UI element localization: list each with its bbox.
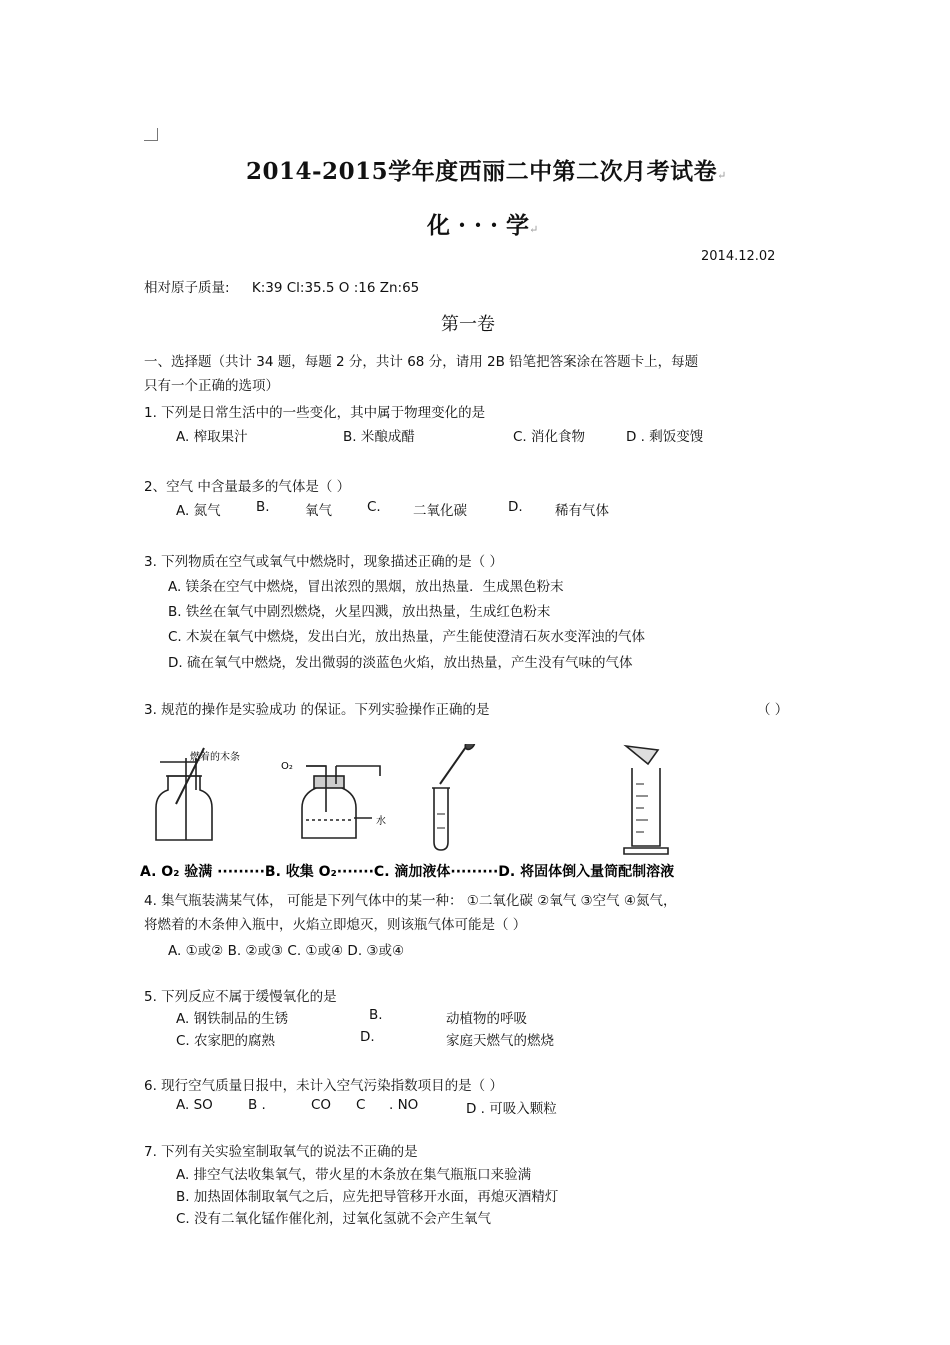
q3-option-a: A. 镁条在空气中燃烧，冒出浓烈的黑烟，放出热量．生成黑色粉末 — [168, 579, 564, 595]
fig-label-o2: O₂ — [281, 761, 293, 772]
q1-option-b: B. 米酿成醋 — [343, 429, 415, 445]
q3-option-d: D. 硫在氧气中燃烧，发出微弱的淡蓝色火焰，放出热量，产生没有气味的气体 — [168, 655, 633, 671]
lab-operations-figure — [140, 744, 790, 884]
atomic-mass-label: 相对原子质量: — [144, 280, 230, 296]
q1-option-a: A. 榨取果汁 — [176, 429, 248, 445]
q5-option-c: C. 农家肥的腐熟 — [176, 1033, 276, 1049]
q7-option-c: C. 没有二氧化锰作催化剂，过氧化氢就不会产生氧气 — [176, 1211, 492, 1227]
question-6-stem: 6. 现行空气质量日报中，未计入空气污染指数项目的是（ ） — [144, 1078, 503, 1094]
bottle-b-icon — [302, 766, 380, 838]
fig-captions: A. O₂ 验满 ·········B. 收集 O₂·······C. 滴加液体·········D. 将固体倒入量筒配制溶液 — [140, 864, 675, 880]
q2-option-d: 稀有气体 — [555, 503, 609, 519]
section-instructions-line1: 一、选择题（共计 34 题，每题 2 分，共计 68 分，请用 2B 铅笔把答案涂在答题卡上，每题 — [144, 354, 699, 370]
page-corner-mark — [144, 128, 158, 141]
q1-option-c: C. 消化食物 — [513, 429, 586, 445]
q5-option-a: A. 钢铁制品的生锈 — [176, 1011, 289, 1027]
volume-heading: 第一卷 — [441, 314, 495, 335]
question-4-line1: 4. 集气瓶装满某气体， 可能是下列气体中的某一种： ①二氧化碳 ②氧气 ③空气 ④氮气， — [144, 893, 677, 909]
q7-option-b: B. 加热固体制取氧气之后，应先把导管移开水面，再熄灭酒精灯 — [176, 1189, 559, 1205]
question-3b-stem: 3. 规范的操作是实验成功 的保证。下列实验操作正确的是 — [144, 702, 490, 718]
q2-option-b-letter: B. — [256, 499, 270, 515]
q3-option-b: B. 铁丝在氧气中剧烈燃烧，火星四溅，放出热量，生成红色粉末 — [168, 604, 551, 620]
q5-option-d: 家庭天燃气的燃烧 — [446, 1033, 554, 1049]
q4-options: A. ①或② B. ②或③ C. ①或④ D. ③或④ — [168, 943, 405, 959]
atomic-mass-line — [144, 276, 419, 296]
q2-option-c: 二氧化碳 — [413, 503, 467, 519]
section-instructions-line2: 只有一个正确的选项） — [144, 378, 279, 394]
q2-option-b: 氧气 — [305, 503, 332, 519]
q6-option-c-letter: C — [356, 1097, 366, 1113]
atomic-mass-values: K:39 Cl:35.5 O :16 Zn:65 — [251, 280, 420, 296]
question-3-stem: 3. 下列物质在空气或氧气中燃烧时，现象描述正确的是（ ） — [144, 554, 503, 570]
test-tube-dropper-icon — [432, 744, 477, 850]
fig-label-water: 水 — [376, 816, 386, 827]
q6-option-c: . NO — [389, 1097, 419, 1113]
q2-option-d-letter: D. — [508, 499, 523, 515]
q6-option-b: CO — [311, 1097, 332, 1113]
q1-option-d: D . 剩饭变馊 — [626, 429, 704, 445]
q6-option-d: D . 可吸入颗粒 — [466, 1101, 557, 1117]
question-5-stem: 5. 下列反应不属于缓慢氧化的是 — [144, 989, 337, 1005]
exam-date: 2014.12.02 — [701, 249, 776, 264]
q5-option-b-letter: B. — [369, 1007, 383, 1023]
subject-title: 化 · · · 学↵ — [427, 212, 539, 239]
q5-option-d-letter: D. — [360, 1029, 375, 1045]
q5-option-b: 动植物的呼吸 — [446, 1011, 527, 1027]
fig-label-burning-stick: 燃着的木条 — [190, 752, 240, 763]
graduated-cylinder-icon — [624, 746, 668, 854]
question-2-stem: 2、空气 中含量最多的气体是（ ） — [144, 479, 351, 495]
q6-option-a: A. SO — [176, 1097, 213, 1113]
question-4-line2: 将燃着的木条伸入瓶中，火焰立即熄灭，则该瓶气体可能是（ ） — [144, 917, 527, 933]
q2-option-a: A. 氮气 — [176, 503, 221, 519]
question-1-stem: 1. 下列是日常生活中的一些变化，其中属于物理变化的是 — [144, 405, 486, 421]
q3-option-c: C. 木炭在氧气中燃烧，发出白光，放出热量，产生能使澄清石灰水变浑浊的气体 — [168, 629, 646, 645]
q2-option-c-letter: C. — [367, 499, 381, 515]
exam-title: 2014-2015学年度西丽二中第二次月考试卷↵ — [246, 158, 727, 185]
q6-option-b-letter: B . — [248, 1097, 266, 1113]
question-7-stem: 7. 下列有关实验室制取氧气的说法不正确的是 — [144, 1144, 418, 1160]
q7-option-a: A. 排空气法收集氧气，带火星的木条放在集气瓶瓶口来验满 — [176, 1167, 532, 1183]
question-3b-paren: （ ） — [757, 702, 789, 718]
